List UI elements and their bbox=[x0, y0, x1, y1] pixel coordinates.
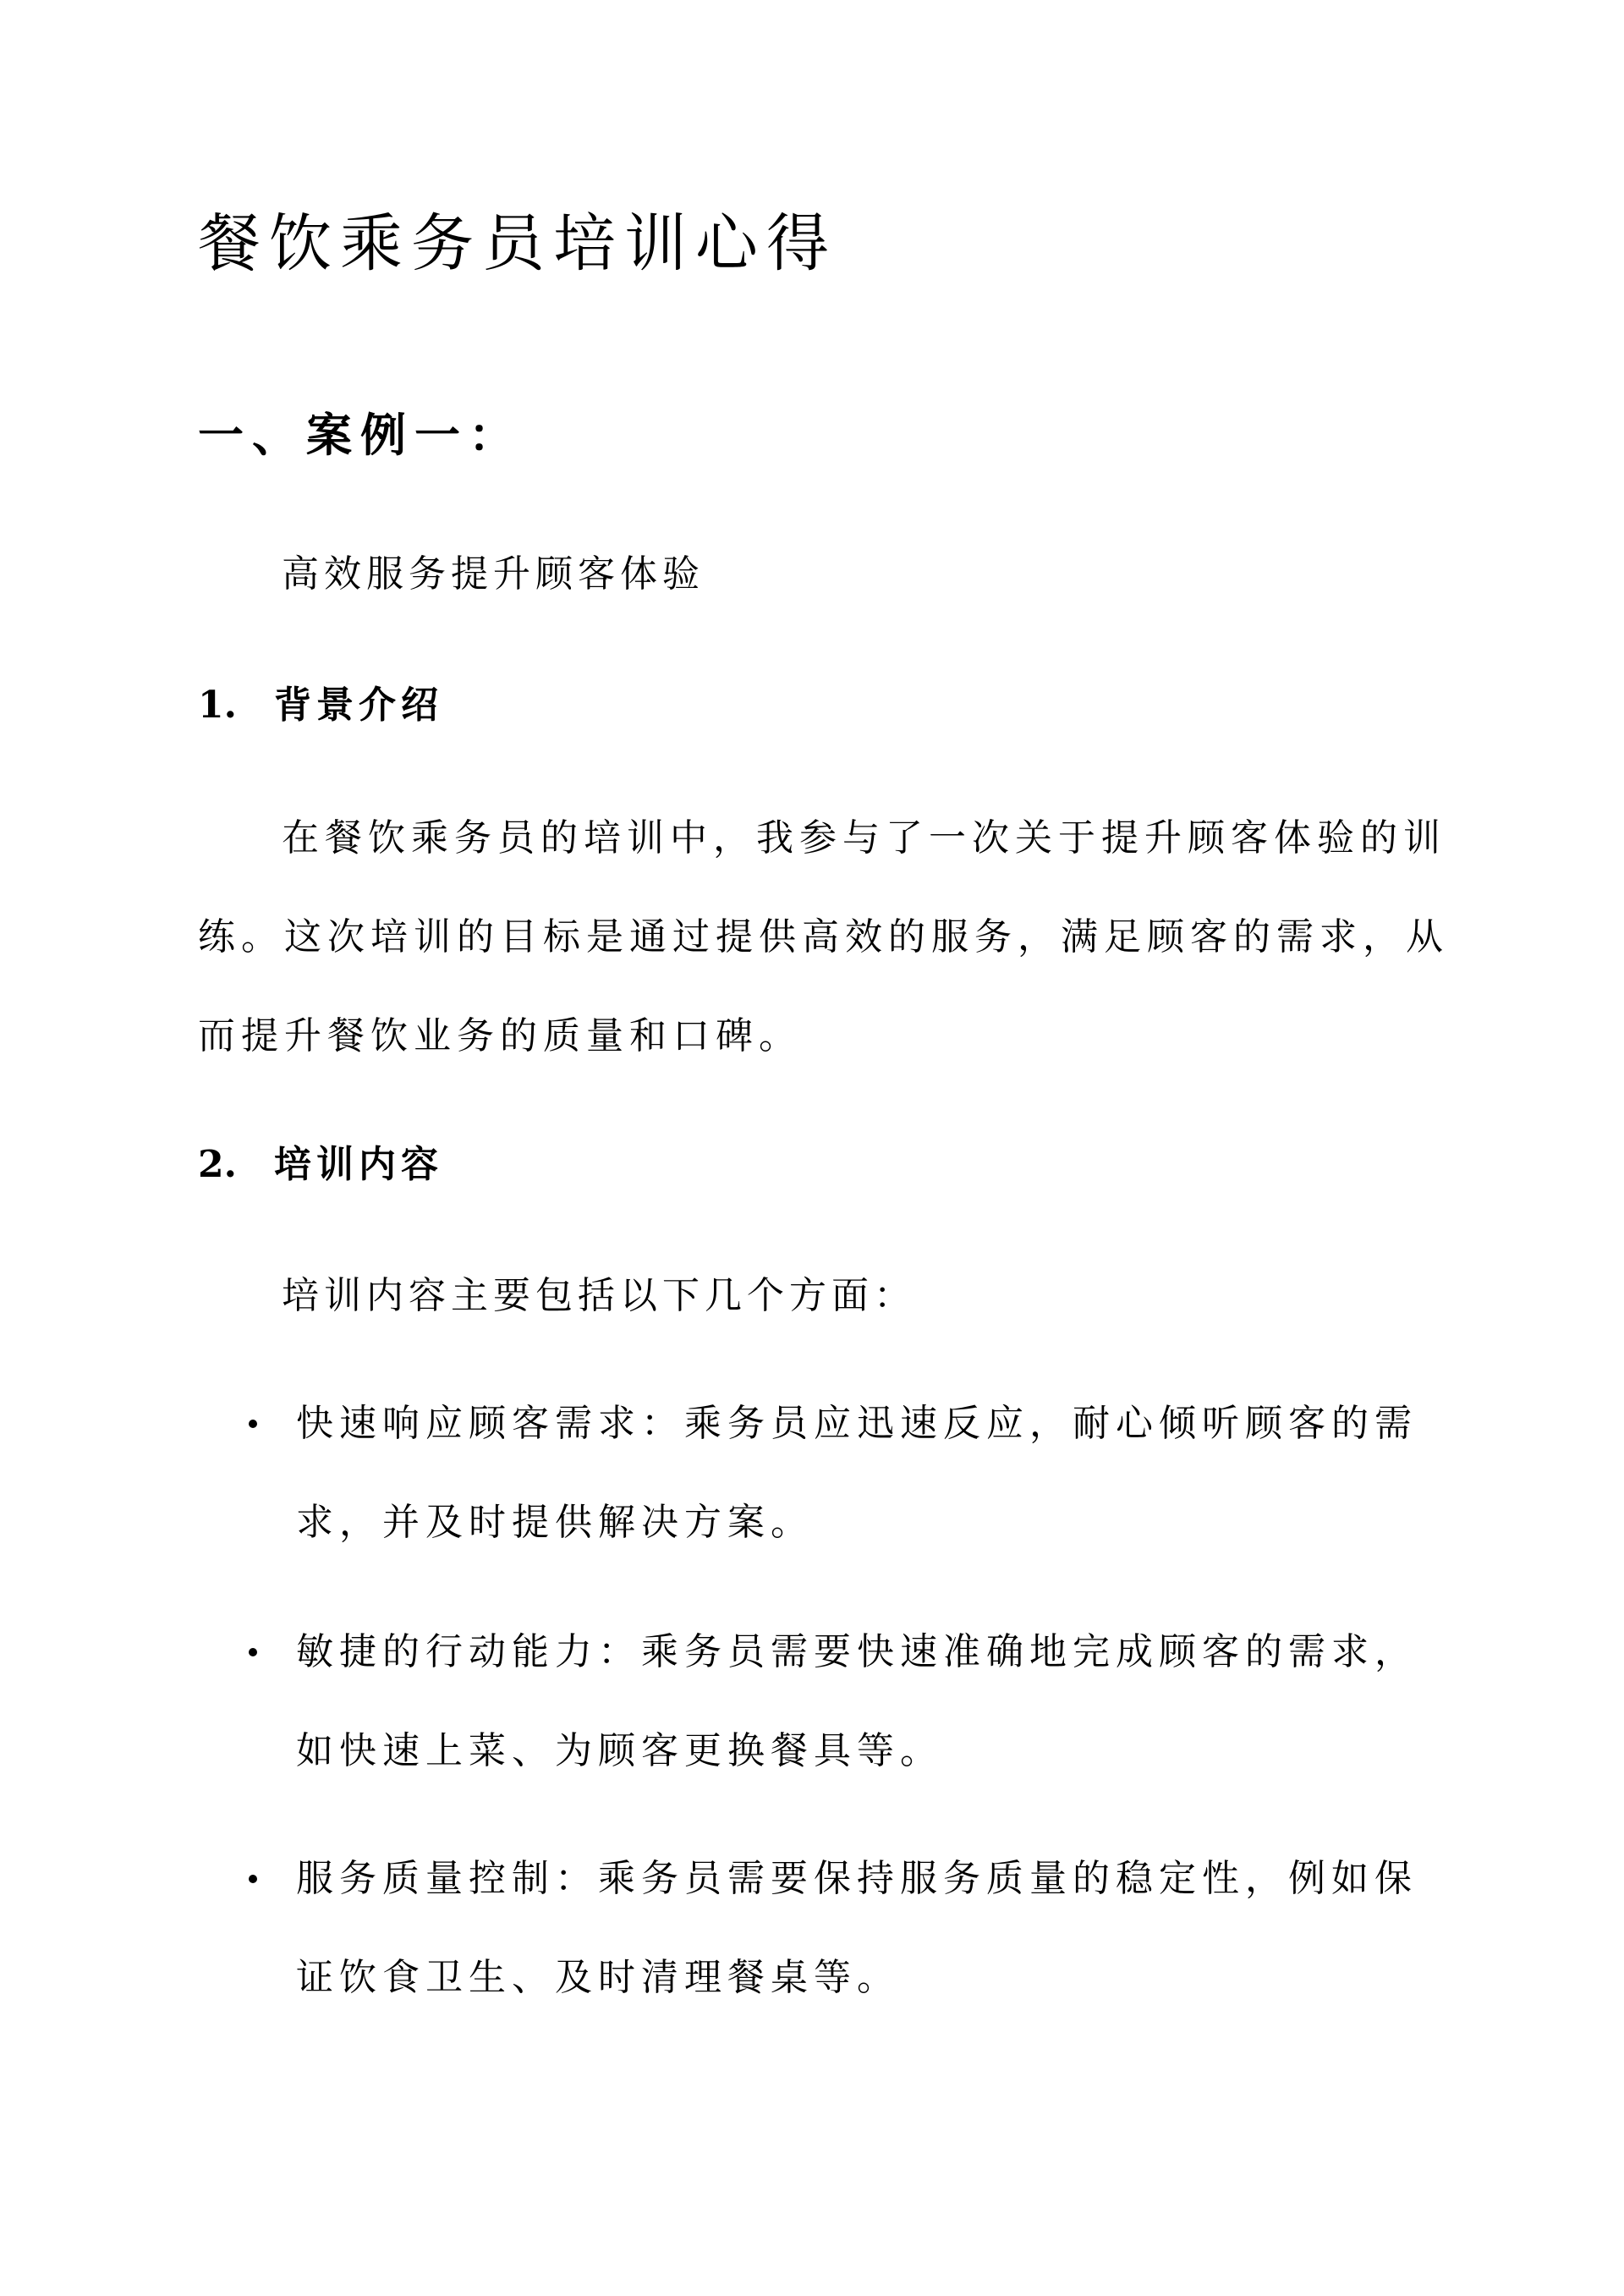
paragraph-line: 而提升餐饮业务的质量和口碑。 bbox=[198, 1014, 802, 1057]
paragraph-line: 练。这次培训的目标是通过提供高效的服务，满足顾客的需求，从 bbox=[198, 915, 1449, 958]
subsection-title: 培训内容 bbox=[274, 1143, 443, 1186]
bullet-dot-icon bbox=[249, 1420, 257, 1428]
subsection-number: 2. bbox=[198, 1143, 237, 1186]
bullet-line: 求，并及时提供解决方案。 bbox=[296, 1501, 814, 1544]
bullet-line: 证饮食卫生、及时清理餐桌等。 bbox=[296, 1956, 900, 1999]
bullet-line: 快速响应顾客需求：乘务员应迅速反应，耐心倾听顾客的需 bbox=[296, 1402, 1418, 1445]
bullet-dot-icon bbox=[249, 1875, 257, 1883]
bullet-item bbox=[249, 1602, 1450, 1800]
subsection-heading-background bbox=[198, 676, 443, 735]
bullet-line: 敏捷的行动能力：乘务员需要快速准确地完成顾客的需求， bbox=[296, 1630, 1418, 1673]
document-title: 餐饮乘务员培训心得 bbox=[198, 207, 837, 280]
bullet-item bbox=[249, 1374, 1450, 1572]
bullet-line: 服务质量控制：乘务员需要保持服务质量的稳定性，例如保 bbox=[296, 1857, 1418, 1900]
subsection-number: 1. bbox=[198, 684, 237, 727]
subsection-heading-training bbox=[198, 1135, 443, 1195]
section-heading: 一、案例一： bbox=[198, 408, 523, 462]
paragraph-line: 在餐饮乘务员的培训中，我参与了一次关于提升顾客体验的训 bbox=[282, 816, 1446, 860]
training-intro: 培训内容主要包括以下几个方面： bbox=[282, 1274, 916, 1317]
bullet-item bbox=[249, 1829, 1450, 2027]
background-paragraph bbox=[198, 788, 1449, 1085]
case-subtitle: 高效服务提升顾客体验 bbox=[282, 552, 705, 596]
bullet-line: 如快速上菜、为顾客更换餐具等。 bbox=[296, 1729, 943, 1772]
subsection-title: 背景介绍 bbox=[274, 684, 443, 727]
bullet-dot-icon bbox=[249, 1648, 257, 1656]
